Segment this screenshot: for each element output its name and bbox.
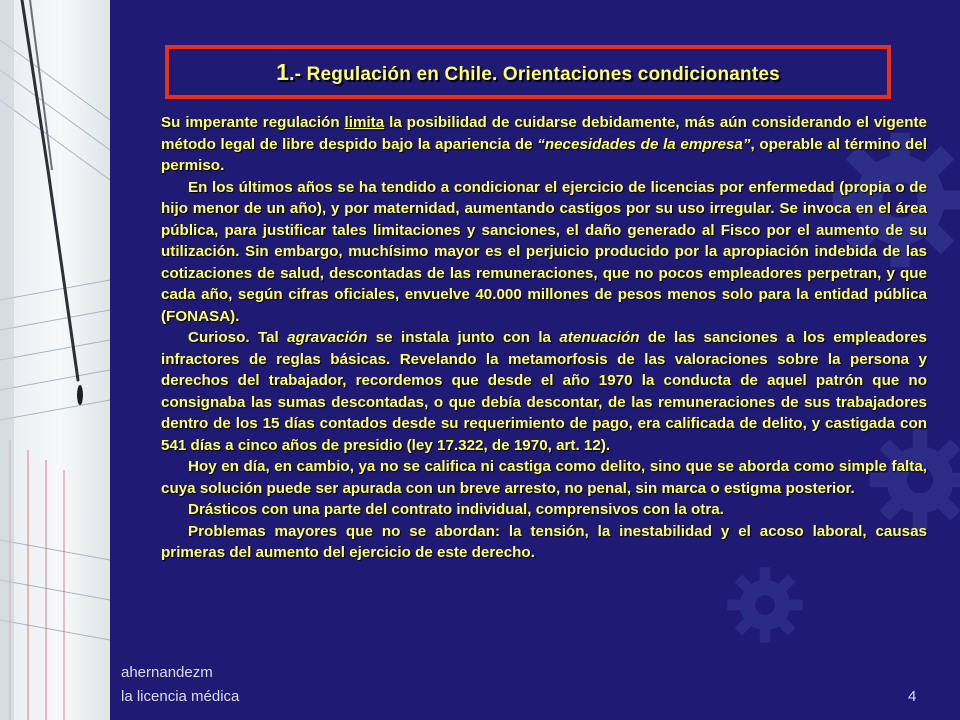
gear-icon	[720, 560, 810, 650]
footer-title: la licencia médica	[121, 688, 240, 705]
text-run: Su imperante regulación	[161, 114, 345, 131]
title-box	[165, 45, 891, 99]
body-text	[161, 112, 927, 564]
paragraph	[161, 112, 927, 177]
footer-author: ahernandezm	[121, 664, 213, 681]
title-text: .- Regulación en Chile. Orientaciones condicionantes	[289, 63, 780, 85]
side-photo	[0, 0, 110, 720]
italic-word: agravación	[287, 329, 368, 346]
text-run: se instala junto con la	[367, 329, 560, 346]
italic-word: atenuación	[559, 329, 640, 346]
paragraph: En los últimos años se ha tendido a condicionar el ejercicio de licencias por enfermedad (propia o de hijo menor de un año), y por maternidad, aumentando castigos por su uso irregular. Se invoca en el área pública, para justificar tales limitaciones y sanciones, el daño generado al Fisco por el aumento de su utilización. Sin embargo, muchísimo mayor es el perjuicio producido por la apropiación indebida de las cotizaciones de salud, descontadas de las remuneraciones, que no pocos empleadores perpetran, y que cada año, según cifras oficiales, envuelve 40.000 millones de pesos menos solo para la entidad pública (FONASA).	[161, 178, 927, 325]
paragraph	[161, 327, 927, 456]
text-run: , operable al término del permiso.	[161, 135, 927, 174]
paragraph: Drásticos con una parte del contrato individual, comprensivos con la otra.	[188, 501, 724, 518]
paragraph: Hoy en día, en cambio, ya no se califica ni castiga como delito, sino que se aborda como simple falta, cuya solución puede ser apurada con un breve arresto, no penal, sin marca o estigma posterior.	[161, 458, 927, 497]
underlined-word: limita	[344, 114, 385, 131]
title-number: 1	[276, 58, 290, 85]
slide-title	[276, 59, 780, 86]
document-pen-illustration	[0, 0, 110, 720]
text-run: la posibilidad de cuidarse debidamente, más aún considerando el vigente método legal de libre despido bajo la apariencia de	[161, 114, 927, 153]
text-run: Curioso. Tal	[188, 329, 288, 346]
paragraph: Problemas mayores que no se abordan: la tensión, la inestabilidad y el acoso laboral, causas primeras del aumento del ejercicio de este derecho.	[161, 522, 927, 561]
page-number: 4	[908, 688, 917, 705]
text-run: de las sanciones a los empleadores infractores de reglas básicas. Revelando la metamorfosis de las valoraciones sobre la persona y derechos del trabajador, recordemos que desde el año 1970 la conducta de aquel patrón que no consignaba las sumas descontadas, o que debía descontar, de las remuneraciones de sus trabajadores dentro de los 15 días contados desde su requerimiento de pago, era calificada de delito, y castigada con 541 días a cinco años de presidio (ley 17.322, de 1970, art. 12).	[161, 329, 927, 454]
italic-quote: “necesidades de la empresa”	[537, 135, 751, 153]
